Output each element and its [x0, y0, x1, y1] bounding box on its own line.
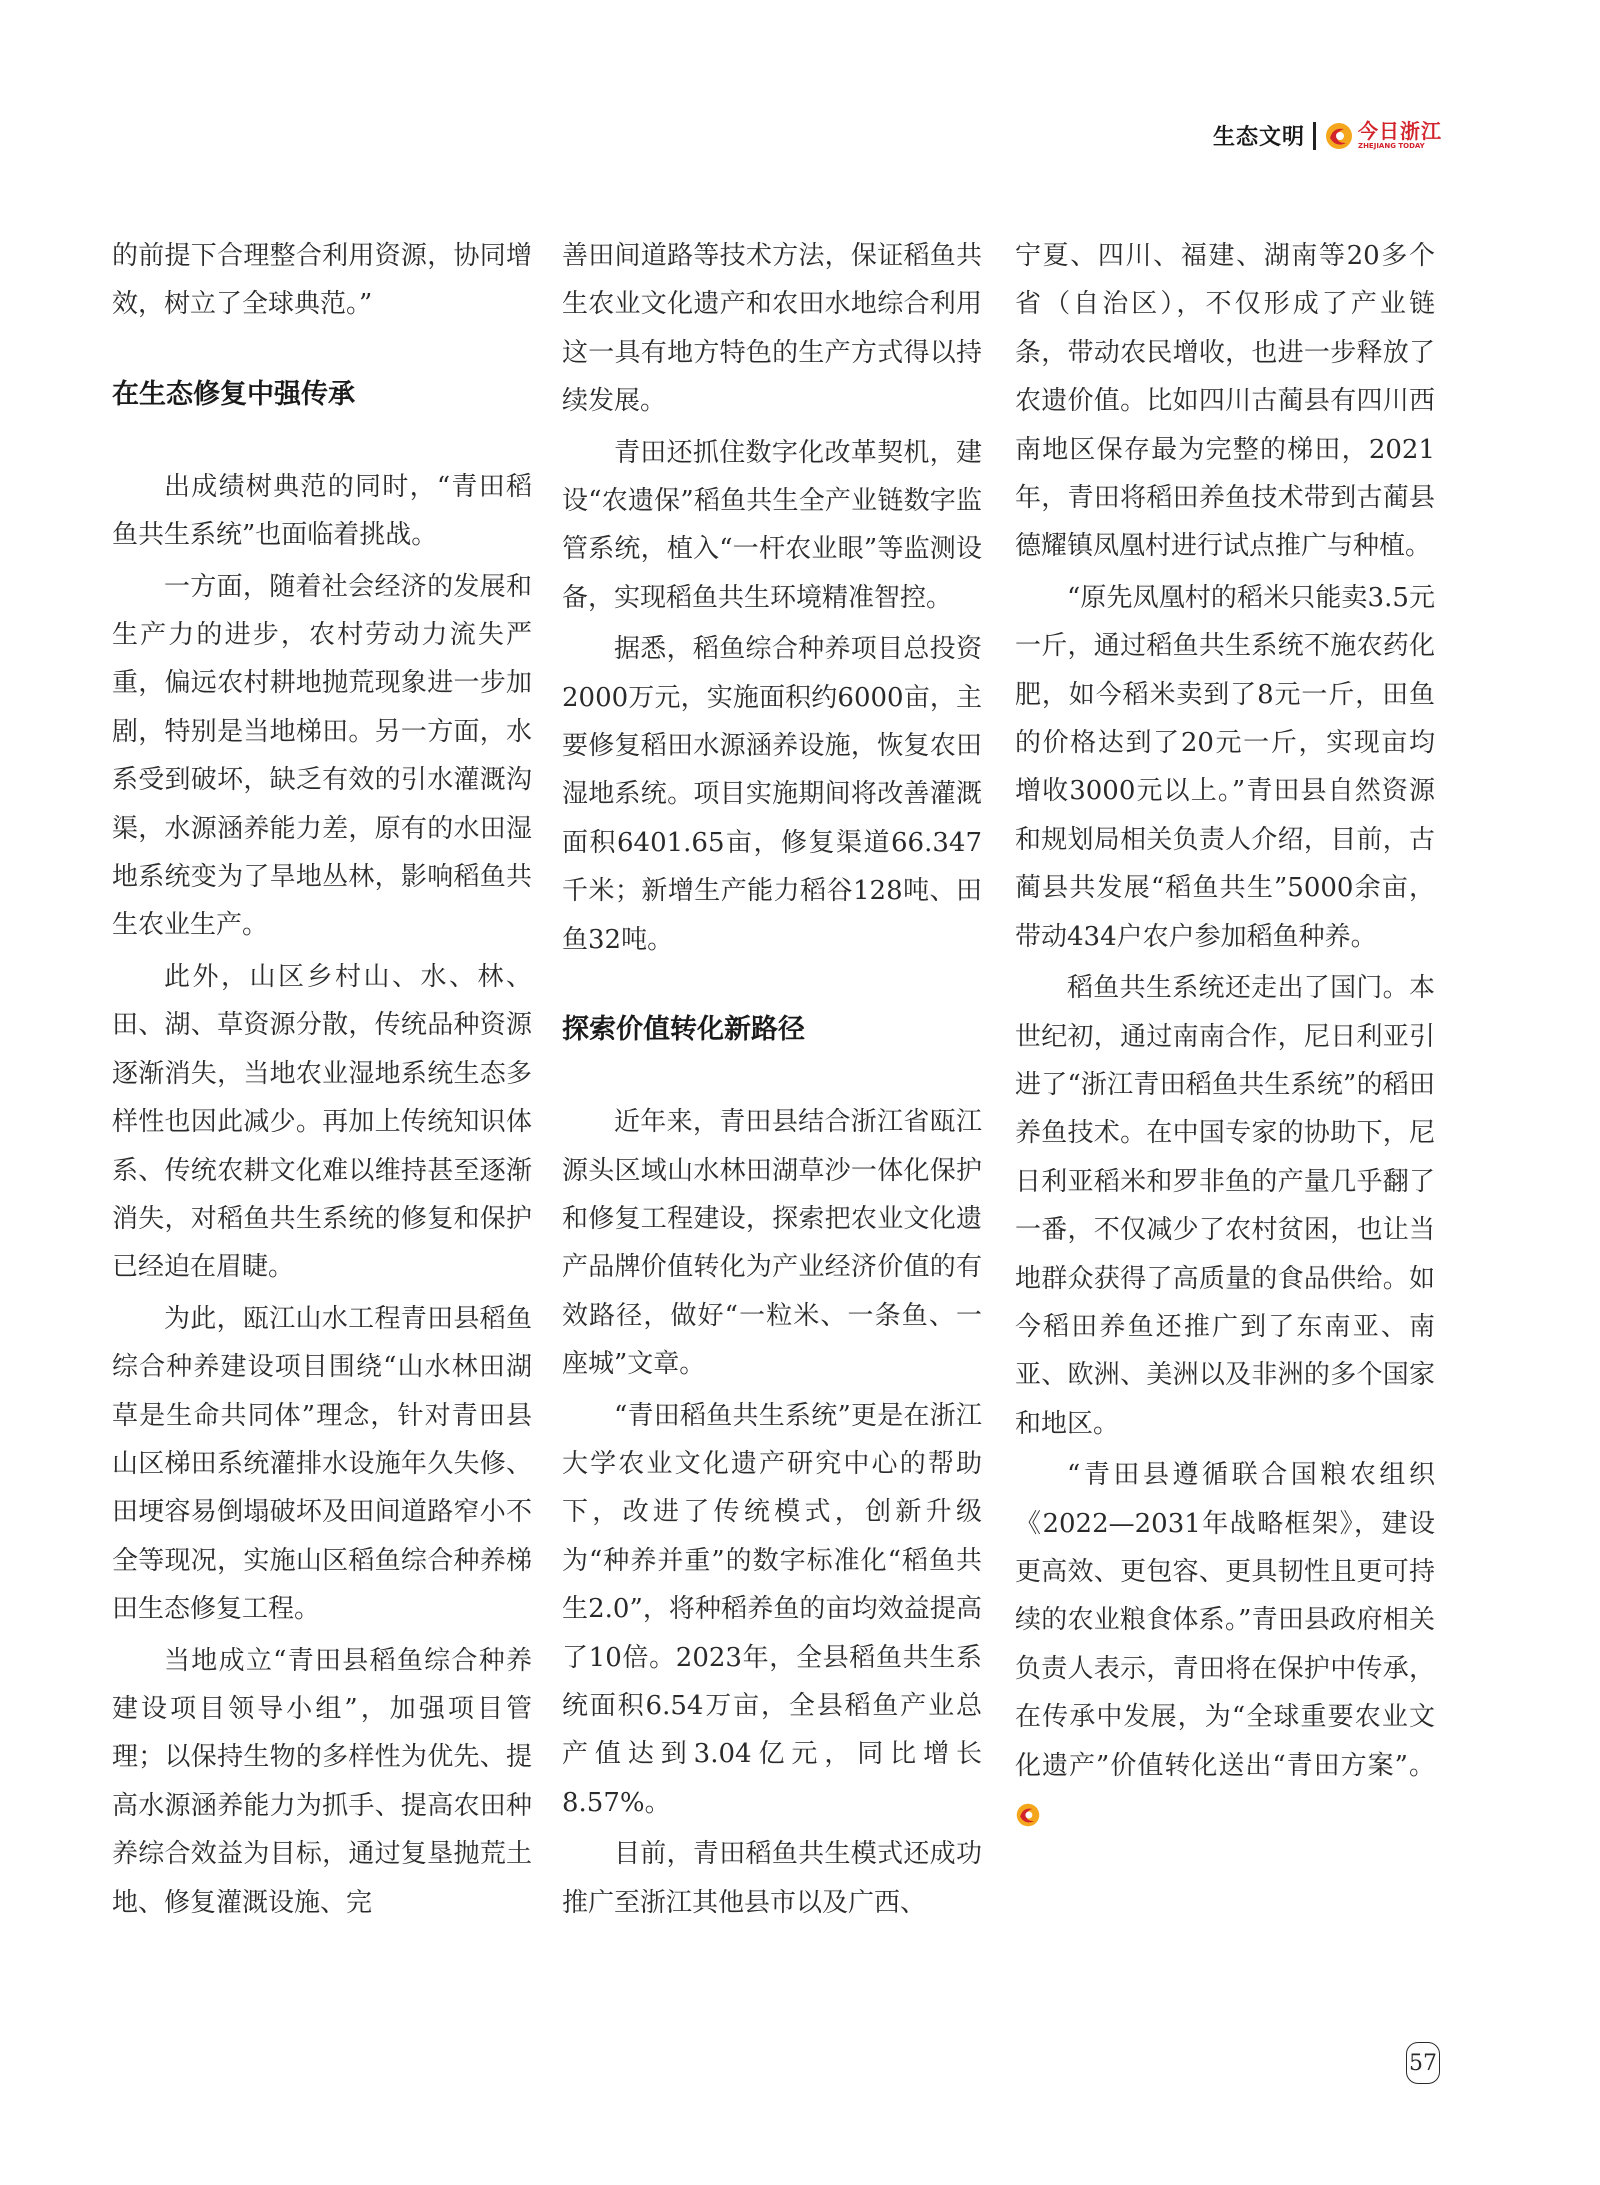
brand-name: 今日浙江 [1358, 119, 1442, 143]
paragraph: 当地成立“青田县稻鱼综合种养建设项目领导小组”，加强项目管理；以保持生物的多样性为优先、提高水源涵养能力为抓手、提高农田种养综合效益为目标，通过复垦抛荒土地、修复灌溉设施、完 [112, 1645, 532, 1918]
paragraph: 的前提下合理整合利用资源，协同增效，树立了全球典范。” [112, 241, 532, 320]
end-mark-icon [1015, 1802, 1041, 1828]
column-1 [112, 232, 532, 1930]
paragraph-text: “青田县遵循联合国粮农组织《2022—2031年战略框架》，建设更高效、更包容、更具韧性且更可持续的农业粮食体系。”青田县政府相关负责人表示，青田将在保护中传承，在传承中发展，为“全球重要农业文化遗产”价值转化送出“青田方案”。 [1015, 1460, 1435, 1781]
paragraph: 青田还抓住数字化改革契机，建设“农遗保”稻鱼共生全产业链数字监管系统，植入“一杆农业眼”等监测设备，实现稻鱼共生环境精准智控。 [562, 437, 982, 613]
paragraph: 为此，瓯江山水工程青田县稻鱼综合种养建设项目围绕“山水林田湖草是生命共同体”理念，针对青田县山区梯田系统灌排水设施年久失修、田埂容易倒塌破坏及田间道路窄小不全等现况，实施山区稻鱼综合种养梯田生态修复工程。 [112, 1303, 532, 1625]
column-3 [1015, 232, 1435, 1841]
column-2 [562, 232, 982, 1930]
paragraph: 稻鱼共生系统还走出了国门。本世纪初，通过南南合作，尼日利亚引进了“浙江青田稻鱼共生系统”的稻田养鱼技术。在中国专家的协助下，尼日利亚稻米和罗非鱼的产量几乎翻了一番，不仅减少了农村贫困，也让当地群众获得了高质量的食品供给。如今稻田养鱼还推广到了东南亚、南亚、欧洲、美洲以及非洲的多个国家和地区。 [1015, 973, 1435, 1439]
brand-logo [1324, 121, 1442, 151]
paragraph: “青田稻鱼共生系统”更是在浙江大学农业文化遗产研究中心的帮助下，改进了传统模式，创新升级为“种养并重”的数字标准化“稻鱼共生2.0”，将种稻养鱼的亩均效益提高了10倍。2023年，全县稻鱼共生系统面积6.54万亩，全县稻鱼产业总产值达到3.04亿元，同比增长8.57%。 [562, 1400, 982, 1818]
page-number: 57 [1406, 2042, 1440, 2084]
section-label: 生态文明 [1212, 125, 1305, 150]
paragraph: 善田间道路等技术方法，保证稻鱼共生农业文化遗产和农田水地综合利用这一具有地方特色的生产方式得以持续发展。 [562, 241, 982, 417]
page-header [1213, 120, 1442, 151]
paragraph: 出成绩树典范的同时，“青田稻鱼共生系统”也面临着挑战。 [112, 471, 532, 551]
paragraph: 宁夏、四川、福建、湖南等20多个省（自治区），不仅形成了产业链条，带动农民增收，也进一步释放了农遗价值。比如四川古蔺县有四川西南地区保存最为完整的梯田，2021年，青田将稻田养鱼技术带到古蔺县德耀镇凤凰村进行试点推广与种植。 [1015, 241, 1435, 562]
paragraph: “原先凤凰村的稻米只能卖3.5元一斤，通过稻鱼共生系统不施农药化肥，如今稻米卖到了8元一斤，田鱼的价格达到了20元一斤，实现亩均增收3000元以上。”青田县自然资源和规划局相关负责人介绍，目前，古蔺县共发展“稻鱼共生”5000余亩，带动434户农户参加稻鱼种养。 [1015, 582, 1435, 952]
brand-swirl-icon [1324, 121, 1354, 151]
brand-name-en: ZHEJIANG TODAY [1358, 142, 1425, 150]
section-heading: 探索价值转化新路径 [562, 1014, 805, 1046]
paragraph: 一方面，随着社会经济的发展和生产力的进步，农村劳动力流失严重，偏远农村耕地抛荒现象进一步加剧，特别是当地梯田。另一方面，水系受到破坏，缺乏有效的引水灌溉沟渠，水源涵养能力差，原有的水田湿地系统变为了旱地丛林，影响稻鱼共生农业生产。 [112, 571, 532, 941]
section-heading: 在生态修复中强传承 [112, 378, 355, 410]
paragraph: 据悉，稻鱼综合种养项目总投资2000万元，实施面积约6000亩，主要修复稻田水源涵养设施，恢复农田湿地系统。项目实施期间将改善灌溉面积6401.65亩，修复渠道66.347千米；新增生产能力稻谷128吨、田鱼32吨。 [562, 634, 982, 955]
paragraph: 此外，山区乡村山、水、林、田、湖、草资源分散，传统品种资源逐渐消失，当地农业湿地系统生态多样性也因此减少。再加上传统知识体系、传统农耕文化难以维持甚至逐渐消失，对稻鱼共生系统的修复和保护已经迫在眉睫。 [112, 961, 532, 1283]
paragraph [1015, 1451, 1435, 1838]
header-divider [1313, 122, 1316, 150]
paragraph: 近年来，青田县结合浙江省瓯江源头区域山水林田湖草沙一体化保护和修复工程建设，探索把农业文化遗产品牌价值转化为产业经济价值的有效路径，做好“一粒米、一条鱼、一座城”文章。 [562, 1107, 982, 1380]
paragraph: 目前，青田稻鱼共生模式还成功推广至浙江其他县市以及广西、 [562, 1839, 982, 1918]
